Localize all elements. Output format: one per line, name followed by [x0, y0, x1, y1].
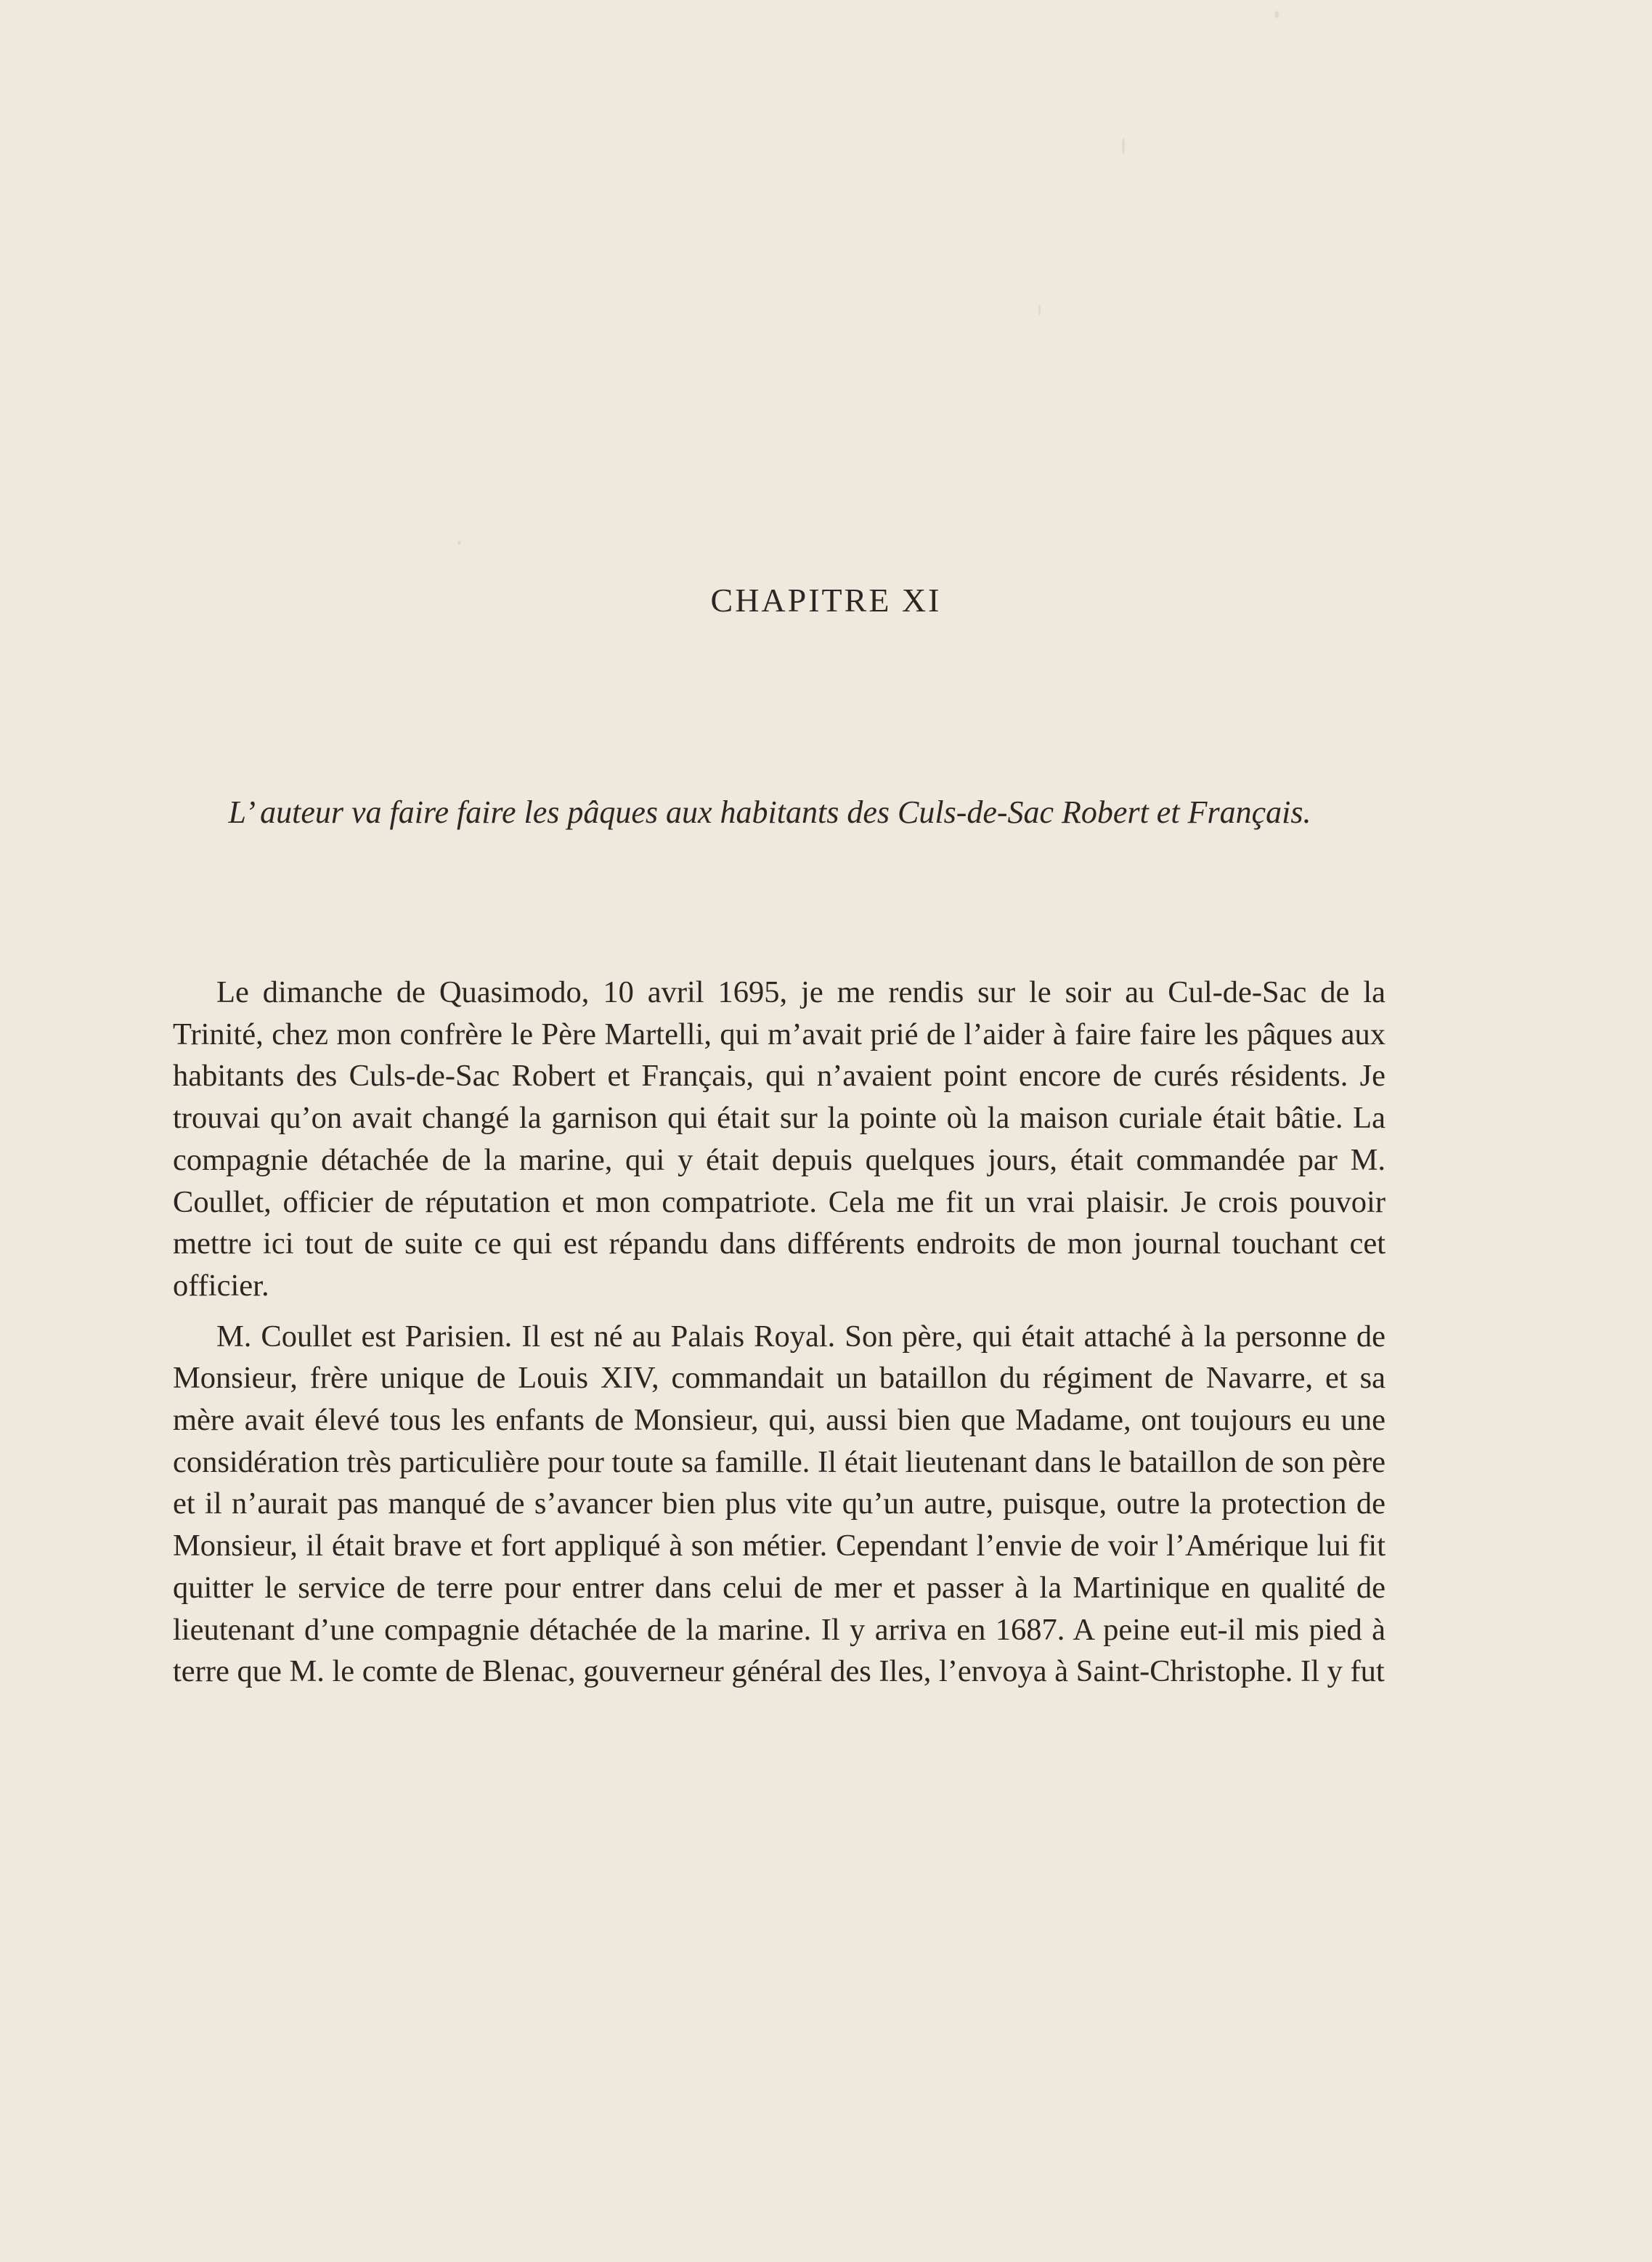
chapter-summary: L’ auteur va faire faire les pâques aux habitants des Culs-de-Sac Robert et Français. — [228, 794, 1311, 830]
paper-speck — [1274, 11, 1279, 18]
chapter-title: CHAPITRE XI — [710, 582, 942, 619]
paragraph: M. Coullet est Parisien. Il est né au Palais Royal. Son père, qui était attaché à la personne de Monsieur, frère unique de Louis XIV, commandait un bataillon du régiment de Navarre, et sa mère avait élevé tous les enfants de Monsieur, qui, aussi bien que Madame, ont toujours eu une considération très particulière pour toute sa famille. Il était lieutenant dans le bataillon de son père et il n’aurait pas manqué de s’avancer bien plus vite qu’un autre, puisque, outre la protection de Monsieur, il était brave et fort appliqué à son métier. Cependant l’envie de voir l’Amérique lui fit quitter le service de terre pour entrer dans celui de mer et passer à la Martinique en qualité de lieutenant d’une compagnie détachée de la marine. Il y arriva en 1687. A peine eut-il mis pied à terre que M. le comte de Blenac, gouverneur général des Iles, l’envoya à Saint-Christophe. Il y fut — [173, 1319, 1386, 1689]
paper-speck — [1122, 138, 1125, 154]
paper-speck — [1038, 305, 1041, 315]
body-text — [173, 972, 1386, 1693]
paper-speck — [457, 541, 461, 545]
paragraph: Le dimanche de Quasimodo, 10 avril 1695, je me rendis sur le soir au Cul-de-Sac de la Trinité, chez mon confrère le Père Martelli, qui m’avait prié de l’aider à faire faire les pâques aux habitants des Culs-de-Sac Robert et Français, qui n’avaient point encore de curés résidents. Je trouvai qu’on avait changé la garnison qui était sur la pointe où la maison curiale était bâtie. La compagnie détachée de la marine, qui y était depuis quelques jours, était commandée par M. Coullet, officier de réputation et mon compatriote. Cela me fit un vrai plaisir. Je crois pouvoir mettre ici tout de suite ce qui est répandu dans différents endroits de mon journal touchant cet officier. — [173, 975, 1386, 1303]
